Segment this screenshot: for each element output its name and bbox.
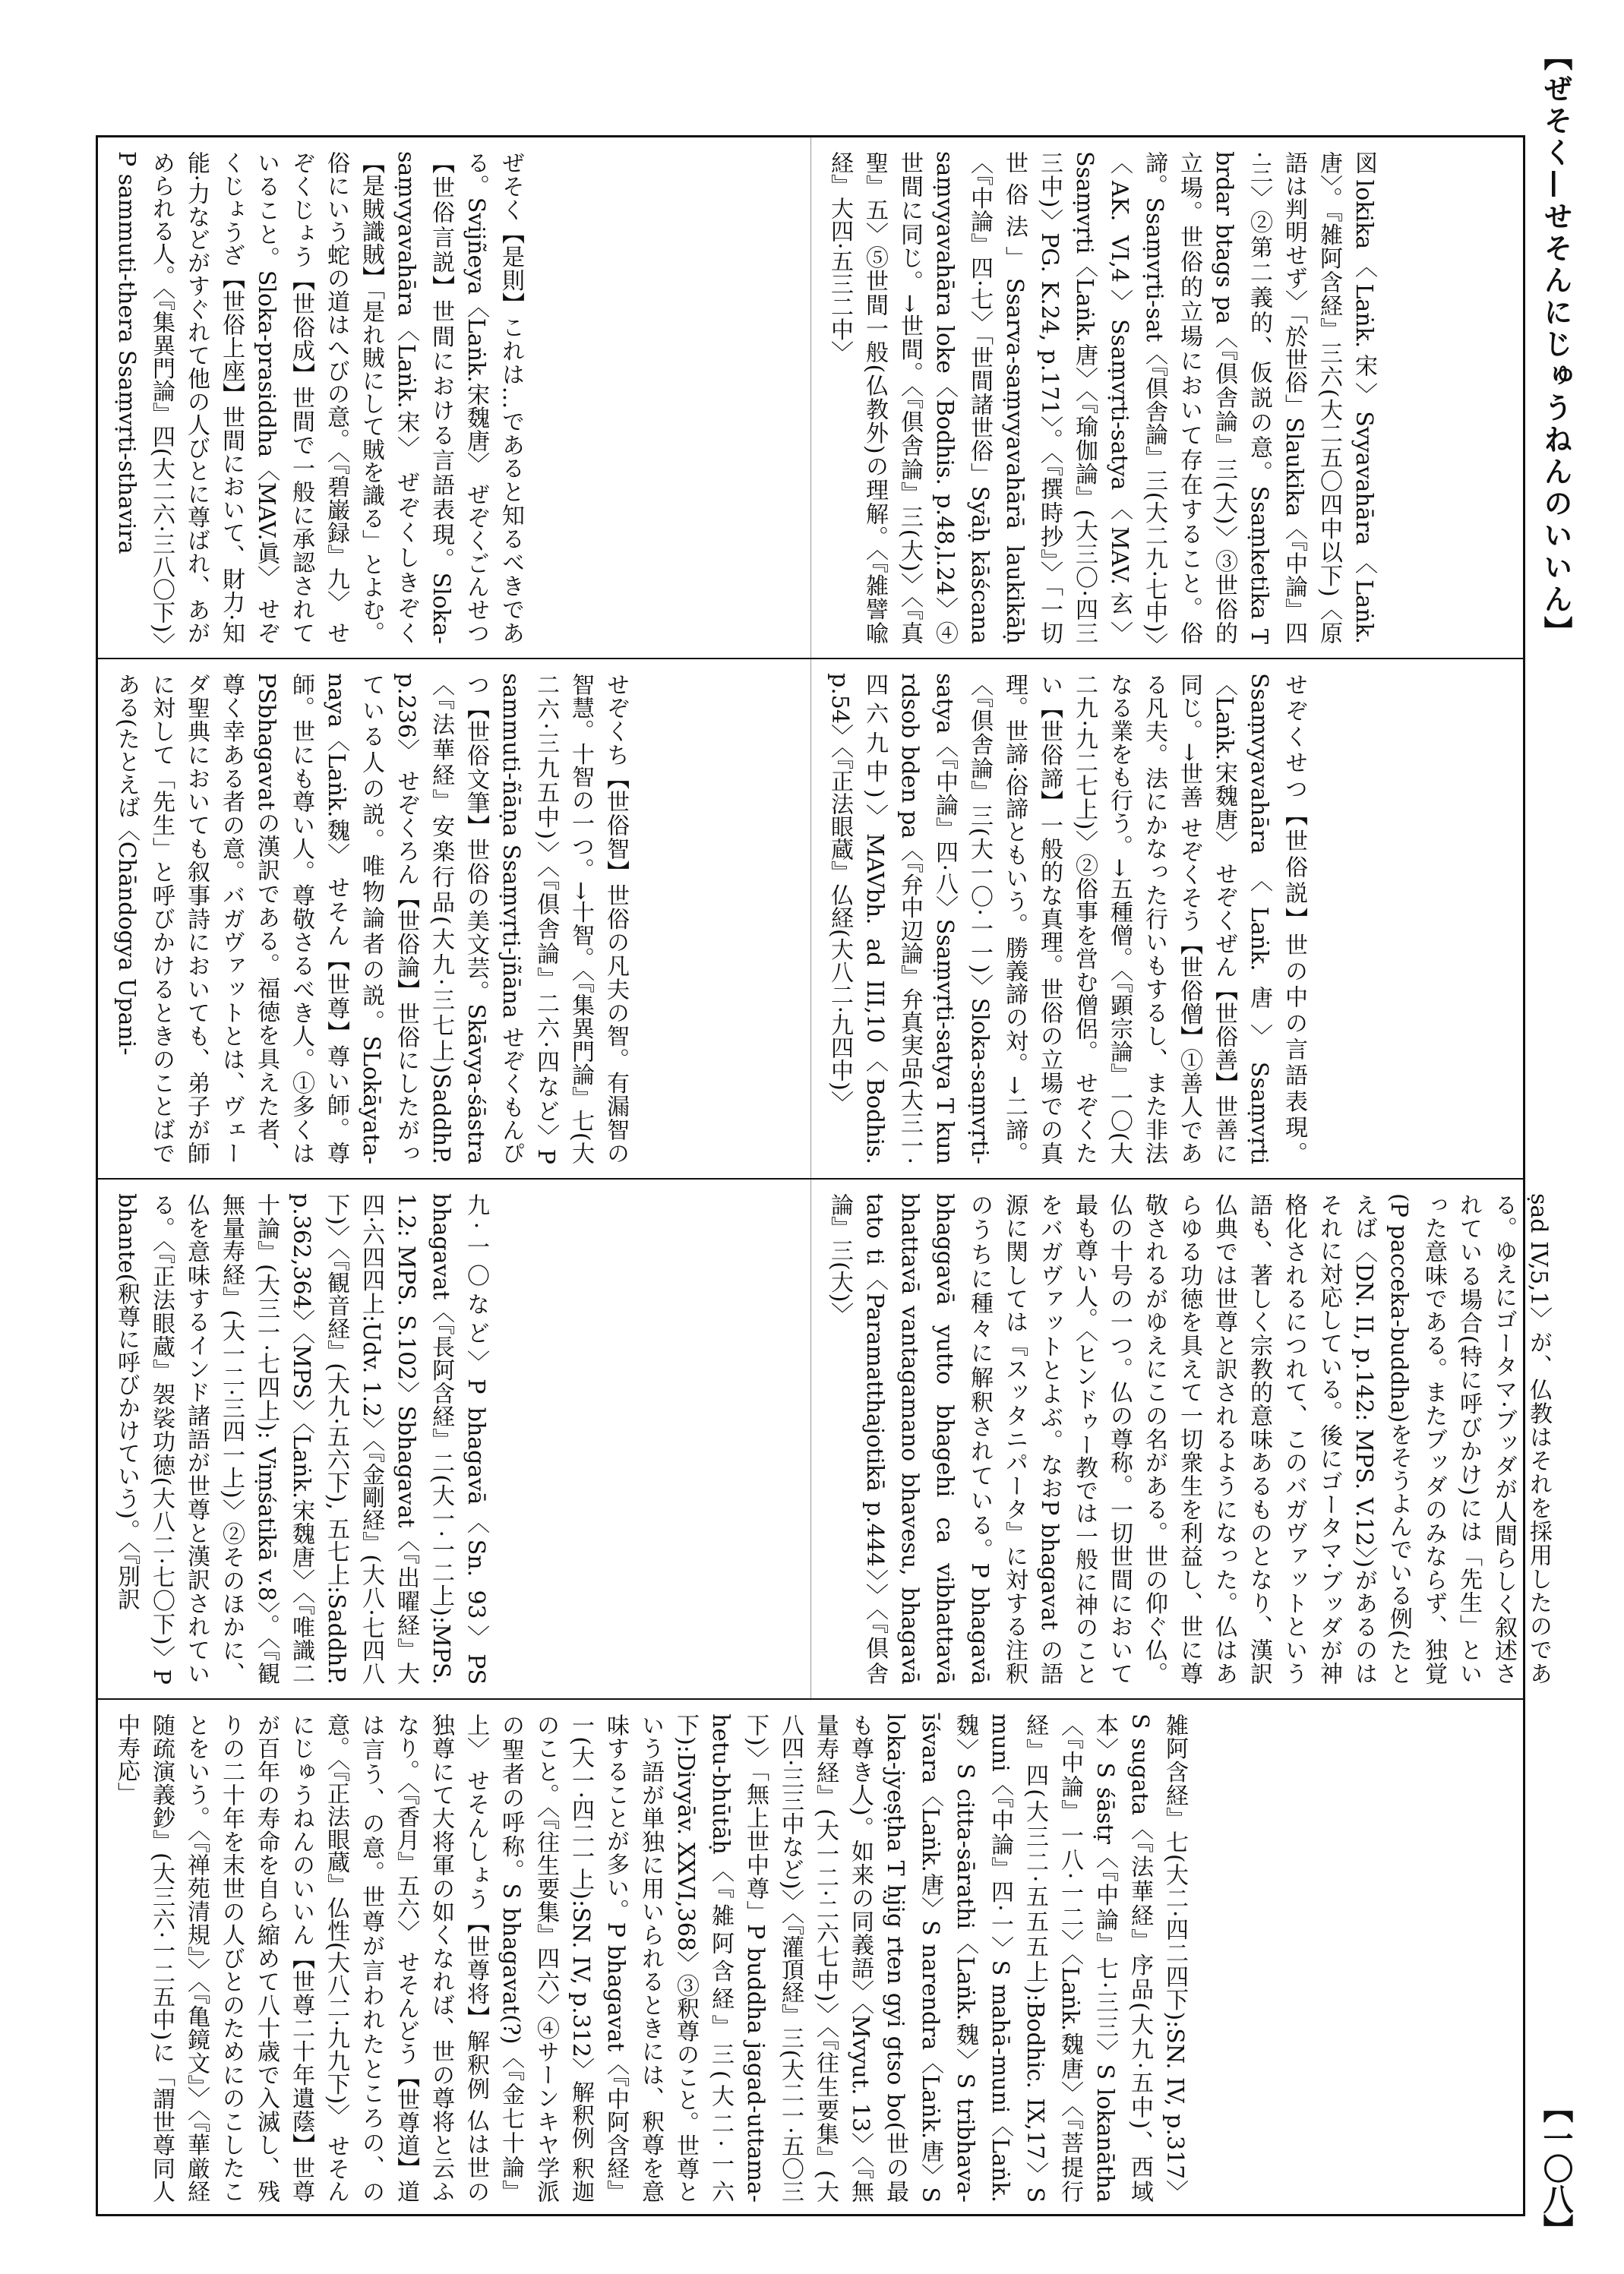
- entry-text: せぞくち【世俗智】世俗の凡夫の智。有漏智の智慧。十智の一つ。→十智。〈『集異門論』七(大二六·三九五中)〉〈『倶舎論』二六·四など〉P sammuti-ñāṇa Ssaṃvṛti-jñāna せぞくもんぴつ【世俗文筆】世俗の美文芸。Skāvya-śāstra〈『法華経』安楽行品(大九·三七上)SaddhP. p.236〉 せぞくろん【世俗論】世俗にしたがっている人の説。唯物論者の説。SLokāyata-naya〈Laṅk.魏〉 せそん【世尊】尊い師。尊師。世にも尊い人。尊敬さるべき人。①多くはPSbhagavatの漢訳である。福徳を具えた者、尊く幸ある者の意。バガヴァットとは、ヴェーダ聖典においても叙事詩においても、弟子が師に対して「先生」と呼びかけるときのことばである(たとえば〈Chāndogya Upani-: [113, 673, 629, 1164]
- tier-2-left-column: [98, 659, 810, 1178]
- tier-4-right-column: [98, 1700, 1523, 2216]
- page-number: 【一〇八】: [1538, 2092, 1574, 2244]
- tier-3-left-column: [98, 1180, 810, 1698]
- tier-1: [98, 137, 1523, 658]
- tier-1-left-column: [98, 137, 810, 658]
- tier-3: [98, 1178, 1552, 1698]
- tier-2: [98, 658, 1523, 1178]
- entry-text: ṣad IV,5,1〉が、仏教はそれを採用したのである。ゆえにゴータマ·ブッダが人間らしく叙述されている場合(特に呼びかけ)には「先生」といった意味である。またブッダのみならず、独覚(P pacceka-buddha)をそうよんでいる例(たとえば〈DN. II, p.142: MPS. V.12〉)があるのはそれに対応している。後にゴータマ·ブッダが神格化されるにつれて、このバガヴァットという語も、著しく宗教的意味あるものとなり、漢訳仏典では世尊と訳されるようになった。仏はあらゆる功徳を具えて一切衆生を利益し、世に尊敬されるがゆえにこの名がある。世の仰ぐ仏。仏の十号の一つ。仏の尊称。一切世間において最も尊い人。〈ヒンドゥー教では一般に神のことをバガヴァットとよぶ。なおP bhagavat の語源に関しては『スッタニパータ』に対する注釈のうちに種々に解釈されている。P bhagavā bhaggavā yuttο bhagehi ca vibhattavā bhattavā vantagamano bhavesu, bhagavā tato ti〈Paramatthajotikā p.444〉〉〈『倶舎論』三(大)〉: [826, 1193, 1552, 1685]
- entry-text: 九·一〇など〉P bhagavā〈Sn. 93〉PS bhagavat〈『長阿含経』二(大一·一二上):MPS. 1.2: MPS. S.102〉Sbhagavat〈『出曜経』大四·六四四上:Udv. 1.2〉〈『金剛経』(大八·七四八下)〉〈『観音経』(大九·五六下), 五七上:SaddhP. p.362,364〉〈MPS〉〈Laṅk.宋魏唐〉〈『唯識二十論』(大三一·七四上): Viṃśatikā v.8〉。〈『観無量寿経』(大一二·三四一上)〉②そのほかに、仏を意味するインド諸語が世尊と漢訳されている。〈『正法眼蔵』袈裟功徳(大八二·七〇下)〉P bhante(釈尊に呼びかけていう)。〈『別訳: [113, 1193, 489, 1685]
- running-head: 【ぜそく—せそんにじゅうねんのいいん】: [1539, 42, 1573, 648]
- tier-4: [98, 1698, 1523, 2216]
- tier-3-right-column: [810, 1180, 1552, 1698]
- tier-2-right-column: [810, 659, 1523, 1178]
- entry-text: ぜそく【是則】これは…であると知るべきである。Svijñeya〈Laṅk.宋魏唐〉 ぜぞくごんせつ【世俗言説】世間における言語表現。Sloka-saṃvyavahāra〈Laṅk.宋〉 ぜぞくしきぞく【是賊識賊】「是れ賊にして賊を識る」とよむ。俗にいう蛇の道はへびの意。〈『碧巌録』九〉 せぞくじょう【世俗成】世間で一般に承認されていること。Sloka-prasiddha〈MAV.眞〉 せぞくじょうざ【世俗上座】世間において、財力·知能·力などがすぐれて他の人びとに尊ばれ、あがめられる人。〈『集異門論』四(大二六·三八〇下)〉P sammuti-thera Ssaṃvṛti-sthavira: [113, 151, 524, 645]
- tier-1-right-column: [810, 137, 1523, 658]
- dictionary-page-frame: [96, 135, 1552, 2216]
- entry-text: せぞくせつ【世俗説】世の中の言語表現。Ssaṃvyavahāra〈Laṅk.唐〉Ssaṃvṛti〈Laṅk.宋魏唐〉 せぞくぜん【世俗善】世善に同じ。→世善 せぞくそう【世俗僧】①善人である凡夫。法にかなった行いもするし、また非法なる業をも行う。→五種僧。〈『顕宗論』一〇(大二九·九二七上)〉②俗事を営む僧侶。 せぞくたい【世俗諦】一般的な真理。世俗の立場での真理。世諦·俗諦ともいう。勝義諦の対。→二諦。〈『倶舎論』三(大一〇·一一)〉Sloka-saṃvṛti-satya〈『中論』四·八〉Ssaṃvṛti-satya T kun rdsob bden pa〈『弁中辺論』弁真実品(大三一·四六九中)〉MAVbh. ad III,10〈Bodhis. p.54〉〈『正法眼蔵』仏経(大八二·九四中)〉: [826, 673, 1307, 1164]
- entry-text: 雑阿含経』七(大二·四二四下):SN. IV, p.317〉S sugata〈『法華経』序品(大九·五中)、西域本〉S śāstṛ〈『中論』七·三三〉S lokanātha〈『中論』一八·一二〉〈Laṅk.魏唐〉〈『菩提行経』四(大三二·五五五上):Bodhic. IX,17〉S muni〈『中論』四·一〉S mahā-muni〈Laṅk.魏〉S citta-sārathi〈Laṅk.魏〉S tribhava-īśvara〈Laṅk.唐〉S narendra〈Laṅk.唐〉S loka-jyeṣṭha T ḥjig rten gyi gtso bo(世の最も尊き人)。如来の同義語〉〈Mvyut. 13〉〈『無量寿経』(大一二·二六七中)〉〈『往生要集』(大八四·三三中など)〉〈『灌頂経』三(大二一·五〇三下)〉「無上世中尊」P buddha jagad-uttama-hetu-bhūtāḥ〈『雑阿含経』三(大二·一六下):Divyāv. XXVI,368〉③釈尊のこと。世尊という語が単独に用いられるときには、釈尊を意味することが多い。P bhagavat〈『中阿含経』一(大一·四二一上):SN. IV, p.312〉解釈例 釈迦のこと。〈『往生要集』四六〉④サーンキヤ学派の聖者の呼称。S bhagavat(?)〈『金七十論』上〉 せそんしょう【世尊将】解釈例 仏は世の独尊にて大将軍の如くなれば、世の尊将と云ふなり。〈『香月』五六〉 せそんどう【世尊道】道は言う、の意。世尊が言われたところの、の意。〈『正法眼蔵』仏性(大八二·九九下)〉 せそんにじゅうねんのいいん【世尊二十年遺蔭】世尊が百年の寿命を自ら縮めて八十歳で入滅し、残りの二十年を末世の人びとのためにのこしたことをいう。〈『禅苑清規』〉〈『亀鏡文』〉〈『華厳経随疏演義鈔』(大三六·一二五中)に「謂世尊同人中寿応」: [113, 1713, 1188, 2203]
- entry-text: 図lokika〈Laṅk.宋〉Svyavahāra〈Laṅk.唐〉。『雑阿含経』三六(大二五〇四中以下)〈原語は判明せず〉「於世俗」Slaukika〈『中論』四·三〉②第二義的、仮説の意。Ssaṃketika T brdar btags pa〈『倶舎論』三(大)〉③世俗的立場。世俗的立場において存在すること。俗諦。Ssaṃvṛti-sat〈『倶舎論』三(大二九·七中)〉〈AK. VI,4〉Ssaṃvṛti-satya〈MAV.玄〉Ssaṃvṛti〈Laṅk.唐〉〈『瑜伽論』(大三〇·四三三中)〉PG. K.24, p.171〉。〈『撰時抄』〉「一切世俗法」Ssarva-saṃvyavahārā laukikāḥ〈『中論』四·七〉「世間諸世俗」Syāḥ kāścana saṃvyavahāra loke〈Bodhis. p.48,l.24〉④世間に同じ。→世間。〈『倶舎論』三(大)〉〈『真聖』五〉⑤世間一般(仏教外)の理解。〈『雑譬喩経』大四·五三二中〉: [826, 151, 1377, 644]
- page-header: [1525, 42, 1578, 2244]
